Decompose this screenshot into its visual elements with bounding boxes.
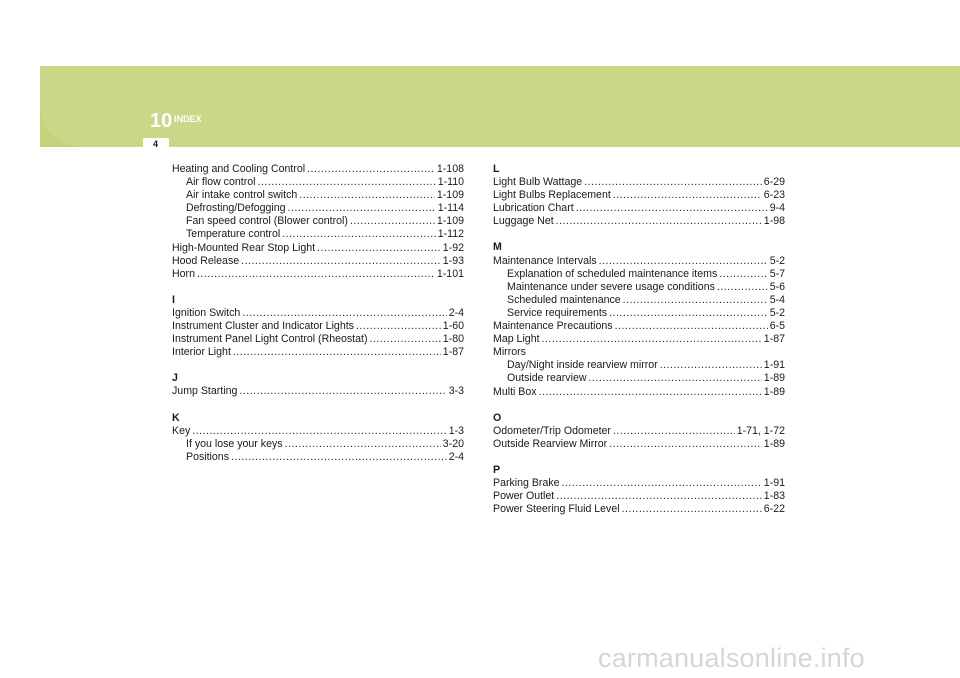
dot-leader	[576, 202, 768, 215]
index-entry	[172, 268, 464, 281]
index-term: Multi Box	[493, 385, 537, 398]
index-subentry	[493, 307, 785, 320]
index-term: Light Bulb Wattage	[493, 176, 583, 189]
dot-leader	[660, 359, 762, 372]
index-page-ref: 2-4	[448, 450, 464, 463]
index-term: Positions	[186, 450, 229, 463]
index-page-ref: 1-71, 1-72	[736, 424, 785, 437]
index-page-ref: 1-93	[442, 254, 464, 267]
dot-leader	[317, 242, 441, 255]
index-page-ref: 5-2	[769, 306, 785, 319]
index-group-p	[493, 477, 785, 516]
index-page-ref: 1-98	[763, 215, 785, 228]
dot-leader	[233, 346, 441, 359]
index-page-ref: 1-89	[763, 372, 785, 385]
index-entry	[172, 425, 464, 438]
index-term: Air intake control switch	[186, 189, 298, 202]
index-page-ref: 1-83	[763, 490, 785, 503]
index-page-ref: 1-3	[448, 424, 464, 437]
index-term: Ignition Switch	[172, 306, 241, 319]
index-term: Power Steering Fluid Level	[493, 503, 620, 516]
index-group-m-b	[493, 359, 785, 398]
dot-leader	[613, 425, 735, 438]
index-entry	[493, 202, 785, 215]
index-page-ref: 1-92	[442, 241, 464, 254]
index-page-ref: 1-91	[763, 476, 785, 489]
index-page-ref: 1-112	[437, 228, 464, 241]
dot-leader	[719, 268, 767, 281]
index-heading-mirrors: Mirrors	[493, 346, 526, 359]
index-letter-p: P	[493, 463, 501, 476]
index-entry	[493, 425, 785, 438]
index-page-ref: 5-4	[769, 293, 785, 306]
dot-leader	[192, 425, 446, 438]
index-page-ref: 6-23	[763, 189, 785, 202]
index-term: Defrosting/Defogging	[186, 202, 286, 215]
index-subentry	[493, 281, 785, 294]
dot-leader	[556, 215, 762, 228]
index-column-left	[172, 163, 464, 464]
dot-leader	[542, 333, 762, 346]
index-subentry	[172, 189, 464, 202]
index-subentry	[172, 215, 464, 228]
index-term: Hood Release	[172, 254, 240, 267]
index-entry	[493, 477, 785, 490]
index-page-ref: 1-101	[436, 267, 464, 280]
index-page-ref: 1-80	[442, 333, 464, 346]
index-term: Horn	[172, 267, 195, 280]
index-page-ref: 6-5	[769, 320, 785, 333]
index-term: Heating and Cooling Control	[172, 163, 306, 175]
index-subentry	[172, 176, 464, 189]
index-page-ref: 1-108	[436, 163, 464, 175]
dot-leader	[556, 490, 762, 503]
index-page-ref: 6-22	[763, 503, 785, 516]
index-page-ref: 5-2	[769, 254, 785, 267]
dot-leader	[613, 189, 762, 202]
index-entry	[172, 320, 464, 333]
dot-leader	[609, 438, 762, 451]
index-group-i	[172, 307, 464, 359]
index-letter-k: K	[172, 411, 180, 424]
index-page-ref: 1-87	[442, 346, 464, 359]
index-page-ref: 1-114	[437, 202, 464, 215]
index-group-k	[172, 425, 464, 464]
index-entry	[493, 320, 785, 333]
index-term: Maintenance under severe usage conditions	[507, 280, 715, 293]
dot-leader	[584, 176, 762, 189]
index-entry	[172, 307, 464, 320]
index-group-o	[493, 425, 785, 451]
header-band-inner	[40, 66, 960, 147]
index-term: Fan speed control (Blower control)	[186, 215, 348, 228]
index-term: Jump Starting	[172, 385, 238, 398]
dot-leader	[623, 294, 768, 307]
index-term: Outside rearview	[507, 372, 587, 385]
watermark: carmanualsonline.info	[598, 643, 865, 673]
dot-leader	[588, 372, 761, 385]
dot-leader	[370, 333, 441, 346]
index-group-m-a	[493, 255, 785, 347]
dot-leader	[609, 307, 768, 320]
index-term: Scheduled maintenance	[507, 293, 621, 306]
index-entry	[172, 333, 464, 346]
index-entry	[493, 386, 785, 399]
index-term: Air flow control	[186, 176, 256, 189]
index-page-ref: 3-20	[442, 437, 464, 450]
index-letter-j: J	[172, 372, 178, 385]
dot-leader	[615, 320, 768, 333]
dot-leader	[282, 228, 435, 241]
dot-leader	[539, 386, 762, 399]
index-subentry	[493, 372, 785, 385]
index-term: Instrument Cluster and Indicator Lights	[172, 320, 354, 333]
dot-leader	[231, 451, 447, 464]
index-entry	[493, 503, 785, 516]
index-entry	[172, 346, 464, 359]
index-page-ref: 1-91	[763, 359, 785, 372]
chapter-number: 10	[150, 110, 173, 132]
index-term: Explanation of scheduled maintenance items	[507, 267, 718, 280]
index-letter-o: O	[493, 411, 502, 424]
index-term: Maintenance Precautions	[493, 320, 613, 333]
dot-leader	[622, 503, 762, 516]
index-term: Maintenance Intervals	[493, 254, 597, 267]
index-page-ref: 1-109	[436, 189, 464, 202]
index-page-ref: 3-3	[448, 385, 464, 398]
index-subentry	[172, 228, 464, 241]
dot-leader	[285, 438, 441, 451]
index-page-ref: 5-6	[769, 280, 785, 293]
index-term: Lubrication Chart	[493, 202, 574, 215]
index-page-ref: 5-7	[769, 267, 785, 280]
dot-leader	[239, 385, 446, 398]
index-page-ref: 1-87	[763, 333, 785, 346]
index-page-ref: 1-89	[763, 385, 785, 398]
header-band	[40, 66, 960, 147]
dot-leader	[350, 215, 435, 228]
dot-leader	[241, 255, 441, 268]
index-subentry	[172, 438, 464, 451]
index-entry	[172, 385, 464, 398]
index-term: Odometer/Trip Odometer	[493, 424, 611, 437]
index-term: Key	[172, 424, 191, 437]
index-term: Temperature control	[186, 228, 281, 241]
index-term: Map Light	[493, 333, 540, 346]
dot-leader	[307, 163, 435, 176]
index-entry	[172, 163, 464, 176]
index-column-right	[493, 163, 785, 516]
index-term: Light Bulbs Replacement	[493, 189, 611, 202]
index-page-ref: 1-110	[437, 176, 464, 189]
index-term: Interior Light	[172, 346, 231, 359]
index-entry	[493, 438, 785, 451]
index-letter-i: I	[172, 293, 175, 306]
dot-leader	[299, 189, 435, 202]
index-term: Power Outlet	[493, 490, 555, 503]
dot-leader	[257, 176, 435, 189]
index-entry	[493, 215, 785, 228]
index-subentry	[172, 202, 464, 215]
chapter-label: INDEX	[174, 114, 202, 124]
index-page-ref: 1-60	[442, 320, 464, 333]
index-subentry	[172, 451, 464, 464]
index-entry	[493, 189, 785, 202]
index-subentry	[493, 359, 785, 372]
index-term: Instrument Panel Light Control (Rheostat)	[172, 333, 368, 346]
index-term: Outside Rearview Mirror	[493, 437, 608, 450]
dot-leader	[562, 477, 762, 490]
index-page-ref: 1-109	[436, 215, 464, 228]
index-term: High-Mounted Rear Stop Light	[172, 241, 316, 254]
index-entry	[493, 333, 785, 346]
index-page-ref: 9-4	[769, 202, 785, 215]
index-term: If you lose your keys	[186, 437, 283, 450]
dot-leader	[717, 281, 768, 294]
index-entry	[493, 176, 785, 189]
index-entry	[493, 255, 785, 268]
index-subentry	[493, 294, 785, 307]
page-number: 4	[153, 139, 159, 149]
index-letter-l: L	[493, 163, 500, 175]
index-entry	[172, 255, 464, 268]
index-group-l	[493, 176, 785, 228]
index-entry	[493, 490, 785, 503]
index-term: Service requirements	[507, 306, 608, 319]
dot-leader	[599, 255, 768, 268]
index-page-ref: 2-4	[448, 306, 464, 319]
index-group-h	[172, 163, 464, 281]
index-group-j	[172, 385, 464, 398]
dot-leader	[197, 268, 435, 281]
index-entry	[172, 242, 464, 255]
index-page-ref: 6-29	[763, 176, 785, 189]
index-page-ref: 1-89	[763, 437, 785, 450]
index-term: Parking Brake	[493, 476, 560, 489]
index-term: Luggage Net	[493, 215, 554, 228]
index-subentry	[493, 268, 785, 281]
dot-leader	[242, 307, 446, 320]
index-letter-m: M	[493, 241, 502, 254]
index-term: Day/Night inside rearview mirror	[507, 359, 658, 372]
dot-leader	[356, 320, 441, 333]
dot-leader	[288, 202, 436, 215]
